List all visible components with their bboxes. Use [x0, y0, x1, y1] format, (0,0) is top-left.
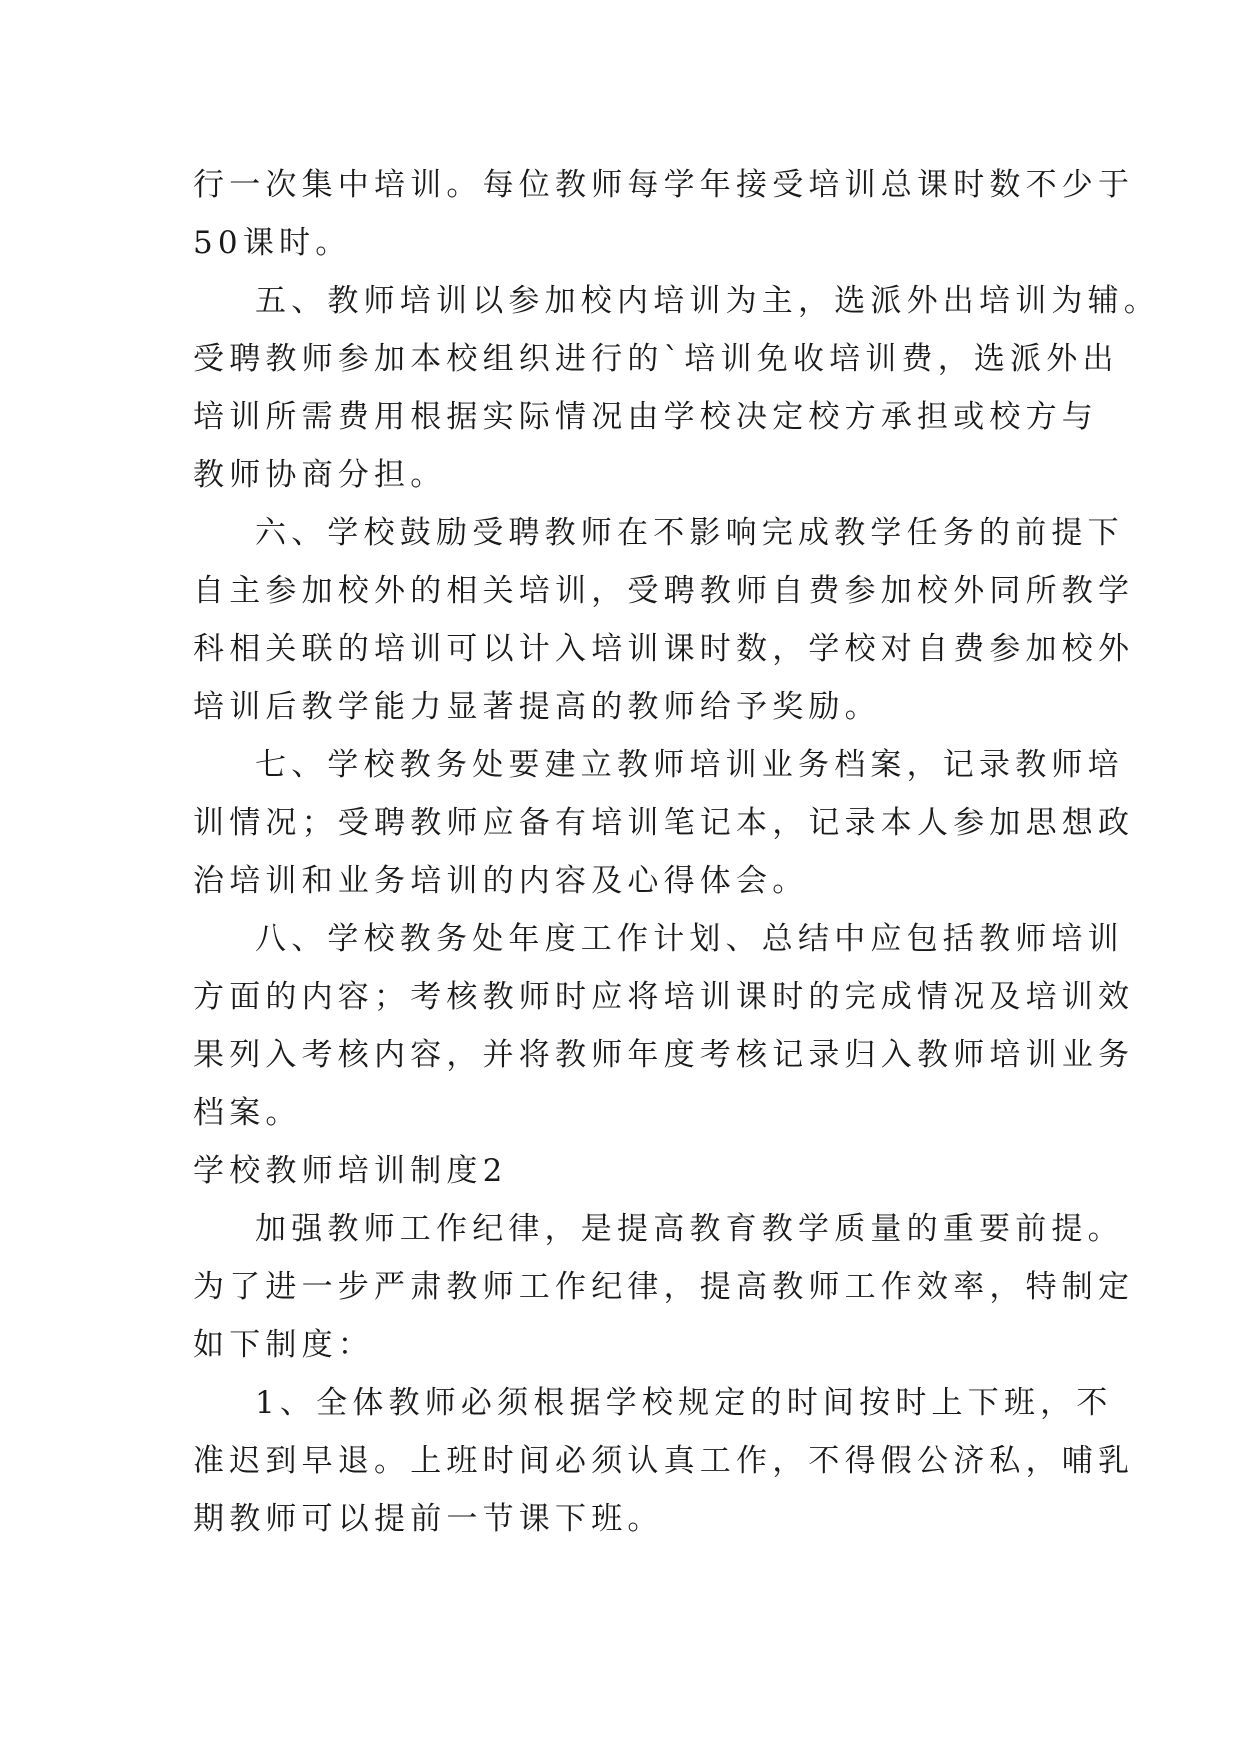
text-line: 果列入考核内容，并将教师年度考核记录归入教师培训业务 [193, 1037, 1135, 1073]
text-line: 50课时。 [193, 225, 352, 261]
text-line: 如下制度： [193, 1327, 374, 1363]
text-line: 受聘教师参加本校组织进行的`培训免收培训费，选派外出 [193, 341, 1119, 377]
text-line: 行一次集中培训。每位教师每学年接受培训总课时数不少于 [193, 167, 1135, 203]
text-line: 教师协商分担。 [193, 457, 447, 493]
text-line: 期教师可以提前一节课下班。 [193, 1501, 664, 1537]
text-line: 培训所需费用根据实际情况由学校决定校方承担或校方与 [193, 399, 1098, 435]
text-line: 准迟到早退。上班时间必须认真工作，不得假公济私，哺乳 [193, 1443, 1135, 1479]
text-line: 治培训和业务培训的内容及心得体会。 [193, 863, 809, 899]
text-line: 培训后教学能力显著提高的教师给予奖励。 [193, 689, 881, 725]
paragraph-5-start: 五、教师培训以参加校内培训为主，选派外出培训为辅。 [255, 283, 1160, 319]
text-line: 方面的内容；考核教师时应将培训课时的完成情况及培训效 [193, 979, 1135, 1015]
text-line: 档案。 [193, 1095, 302, 1131]
rule-1-start: 1、全体教师必须根据学校规定的时间按时上下班，不 [255, 1385, 1113, 1421]
paragraph-6-start: 六、学校鼓励受聘教师在不影响完成教学任务的前提下 [255, 515, 1124, 551]
paragraph-8-start: 八、学校教务处年度工作计划、总结中应包括教师培训 [255, 921, 1124, 957]
text-line: 自主参加校外的相关培训，受聘教师自费参加校外同所教学 [193, 573, 1135, 609]
text-line: 为了进一步严肃教师工作纪律，提高教师工作效率，特制定 [193, 1269, 1135, 1305]
section-title: 学校教师培训制度2 [193, 1153, 508, 1189]
paragraph-7-start: 七、学校教务处要建立教师培训业务档案，记录教师培 [255, 747, 1124, 783]
text-line: 训情况；受聘教师应备有培训笔记本，记录本人参加思想政 [193, 805, 1135, 841]
intro-paragraph-start: 加强教师工作纪律，是提高教育教学质量的重要前提。 [255, 1211, 1124, 1247]
text-line: 科相关联的培训可以计入培训课时数，学校对自费参加校外 [193, 631, 1135, 667]
